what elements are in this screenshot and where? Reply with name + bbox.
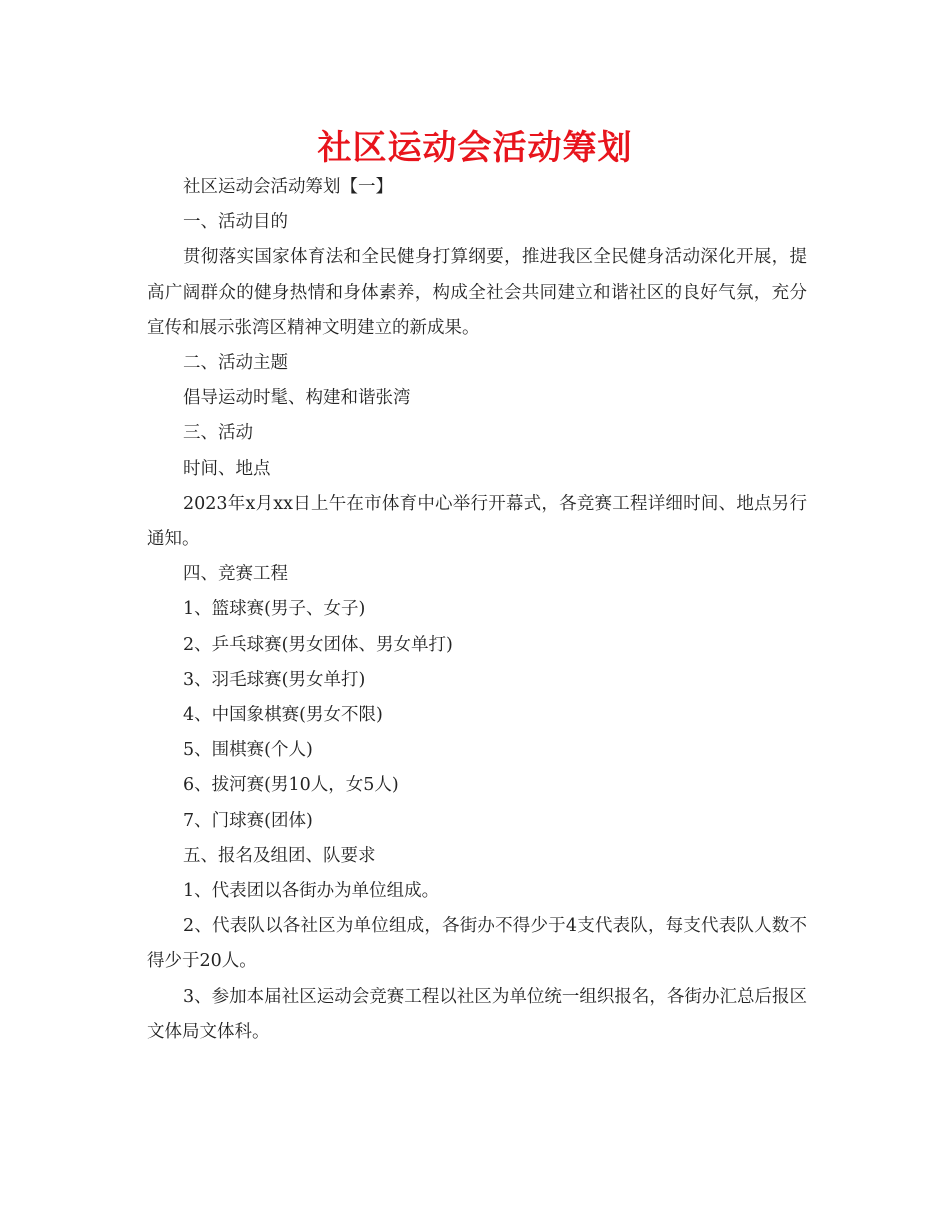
registration-item: 1、代表团以各街办为单位组成。 [183,881,440,902]
time-place-paragraph: 2023年x月xx日上午在市体育中心举行开幕式，各竞赛工程详细时间、地点另行通知。 [147,493,807,550]
event-item: 2、乒乓球赛(男女团体、男女单打) [183,634,453,655]
section-heading-activity: 三、活动 [183,423,253,444]
section-heading-intro: 社区运动会活动筹划【一】 [183,177,393,197]
document-body [147,170,807,1050]
document-title: 社区运动会活动筹划 [317,128,633,168]
event-item: 6、拔河赛(男10人，女5人) [183,775,399,796]
event-item: 4、中国象棋赛(男女不限) [183,705,383,726]
event-item: 5、围棋赛(个人) [183,740,313,761]
subheading-time-place: 时间、地点 [183,458,271,479]
event-item: 3、羽毛球赛(男女单打) [183,669,366,690]
registration-item: 2、代表队以各社区为单位组成，各街办不得少于4支代表队，每支代表队人数不得少于20人。 [147,916,807,972]
theme-paragraph: 倡导运动时髦、构建和谐张湾 [183,388,411,409]
section-heading-theme: 二、活动主题 [183,353,288,374]
event-item: 7、门球赛(团体) [183,810,313,831]
registration-item: 3、参加本届社区运动会竞赛工程以社区为单位统一组织报名，各街办汇总后报区文体局文体科。 [147,986,807,1042]
purpose-paragraph: 贯彻落实国家体育法和全民健身打算纲要，推进我区全民健身活动深化开展，提高广阔群众的健身热情和身体素养，构成全社会共同建立和谐社区的良好气氛，充分宣传和展示张湾区精神文明建立的新成果。 [147,247,807,338]
section-heading-purpose: 一、活动目的 [183,212,288,233]
section-heading-events: 四、竞赛工程 [183,564,288,585]
event-item: 1、篮球赛(男子、女子) [183,599,366,620]
section-heading-registration: 五、报名及组团、队要求 [183,845,376,866]
